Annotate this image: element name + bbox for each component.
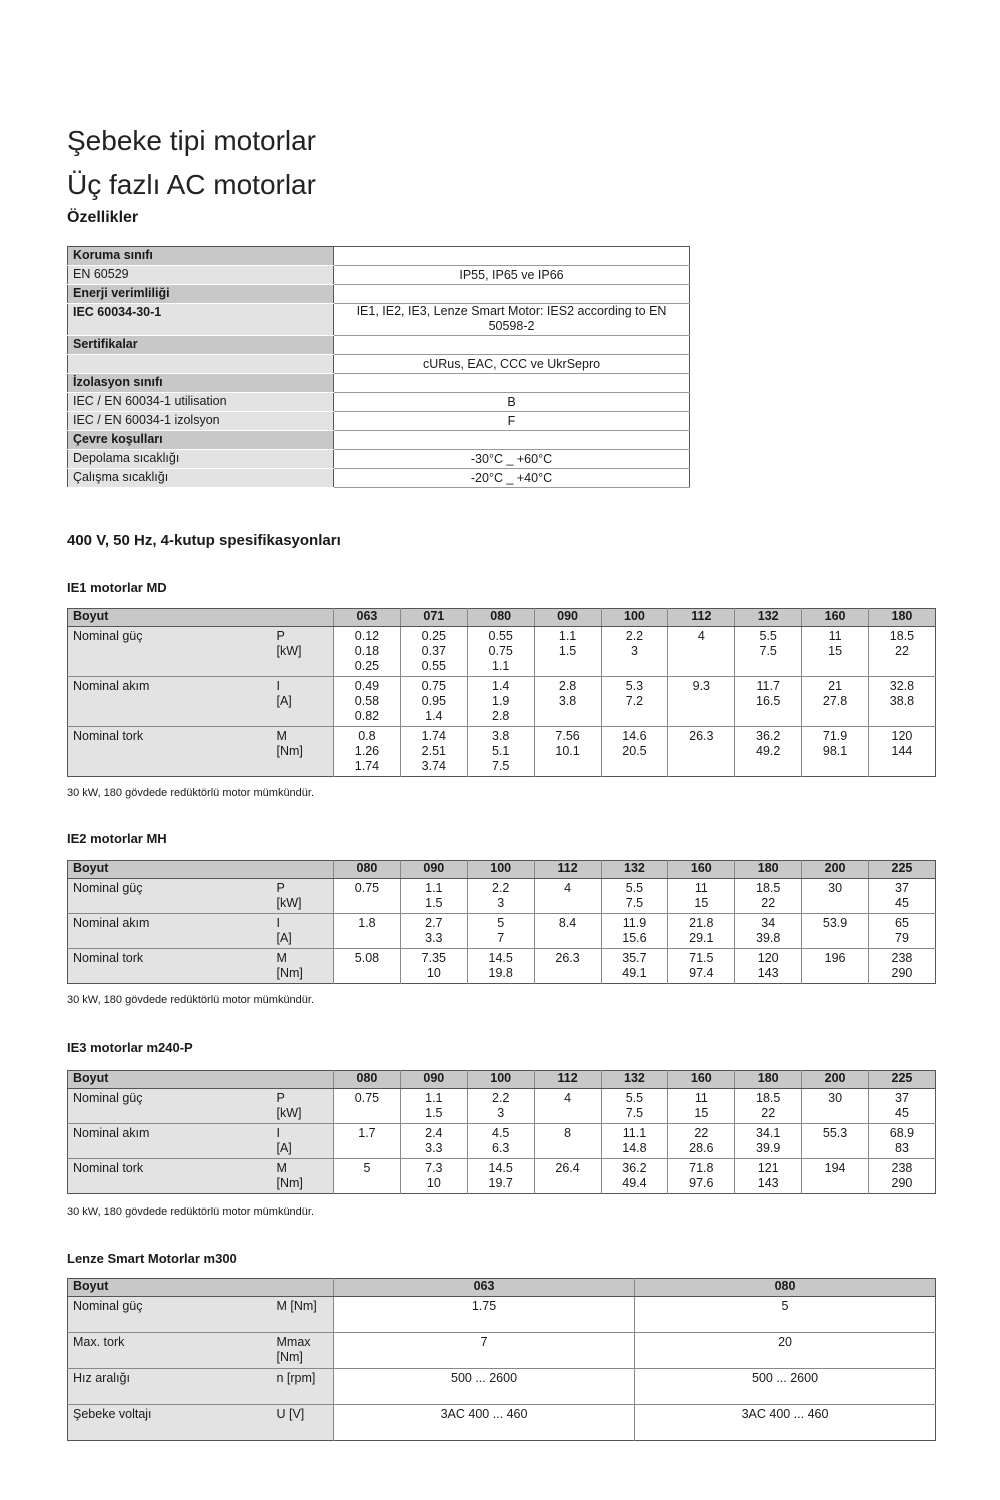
value-cell: 5 [635,1297,936,1333]
row-label: Nominal tork [68,949,272,984]
value-cell: 14.6 20.5 [601,727,668,777]
value-cell: 5.3 7.2 [601,677,668,727]
row-unit: I [A] [272,677,334,727]
table-row [68,1405,936,1441]
property-value [334,336,690,355]
value-cell: 7 [334,1333,635,1369]
value-cell: 194 [802,1159,869,1194]
value-cell: 11 15 [668,879,735,914]
property-label: EN 60529 [68,266,334,285]
properties-row [68,355,690,374]
table-row [68,914,936,949]
value-cell: 0.49 0.58 0.82 [334,677,401,727]
properties-row [68,304,690,336]
row-label: Max. tork [68,1333,272,1369]
ie1-title: IE1 motorlar MD [67,580,167,595]
ie3-title: IE3 motorlar m240-P [67,1040,193,1055]
value-cell: 2.2 3 [601,627,668,677]
value-cell: 0.75 [334,879,401,914]
header-row [68,1279,936,1297]
ie2-title: IE2 motorlar MH [67,831,167,846]
size-header: 160 [668,861,735,879]
ie2-note: 30 kW, 180 gövdede redüktörlü motor mümkündür. [67,994,315,1006]
table-row [68,1089,936,1124]
properties-row [68,266,690,285]
row-label: Nominal güç [68,879,272,914]
value-cell: 3AC 400 ... 460 [635,1405,936,1441]
value-cell: 120 143 [735,949,802,984]
value-cell: 5.5 7.5 [735,627,802,677]
value-cell: 53.9 [802,914,869,949]
size-header: 063 [334,1279,635,1297]
value-cell: 2.4 3.3 [400,1124,467,1159]
spec-heading: 400 V, 50 Hz, 4-kutup spesifikasyonları [67,532,341,549]
value-cell: 21.8 29.1 [668,914,735,949]
header-label: Boyut [68,1279,334,1297]
properties-row [68,412,690,431]
value-cell: 2.7 3.3 [400,914,467,949]
value-cell: 7.3 10 [400,1159,467,1194]
property-value: -30°C _ +60°C [334,450,690,469]
size-header: 112 [668,609,735,627]
property-label: Enerji verimliliği [68,285,334,304]
value-cell: 26.4 [534,1159,601,1194]
row-unit: n [rpm] [272,1369,334,1405]
property-label: İzolasyon sınıfı [68,374,334,393]
value-cell: 11.1 14.8 [601,1124,668,1159]
value-cell: 11.7 16.5 [735,677,802,727]
ie1-note: 30 kW, 180 gövdede redüktörlü motor mümkündür. [67,787,315,799]
value-cell: 1.4 1.9 2.8 [467,677,534,727]
table-header [68,1279,936,1297]
value-cell: 120 144 [869,727,936,777]
row-unit: M [Nm] [272,1297,334,1333]
property-label: IEC / EN 60034-1 izolsyon [68,412,334,431]
row-unit: Mmax [Nm] [272,1333,334,1369]
header-row [68,861,936,879]
size-header: 112 [534,1071,601,1089]
value-cell: 5 7 [467,914,534,949]
size-header: 160 [668,1071,735,1089]
table-row [68,1159,936,1194]
header-label: Boyut [68,861,334,879]
table-row [68,677,936,727]
value-cell: 7.35 10 [400,949,467,984]
value-cell: 14.5 19.8 [467,949,534,984]
size-header: 080 [635,1279,936,1297]
value-cell: 0.75 [334,1089,401,1124]
row-label: Nominal akım [68,677,272,727]
table-row [68,1369,936,1405]
value-cell: 65 79 [869,914,936,949]
value-cell: 0.8 1.26 1.74 [334,727,401,777]
value-cell: 5.08 [334,949,401,984]
value-cell: 238 290 [869,1159,936,1194]
value-cell: 14.5 19.7 [467,1159,534,1194]
table-row [68,1124,936,1159]
value-cell: 3AC 400 ... 460 [334,1405,635,1441]
properties-table [67,246,690,488]
size-header: 132 [601,1071,668,1089]
ie1-table [67,608,936,777]
size-header: 090 [534,609,601,627]
properties-row [68,374,690,393]
value-cell: 3.8 5.1 7.5 [467,727,534,777]
smart-title: Lenze Smart Motorlar m300 [67,1251,237,1266]
value-cell: 37 45 [869,879,936,914]
row-label: Hız aralığı [68,1369,272,1405]
value-cell: 121 143 [735,1159,802,1194]
table-header [68,861,936,879]
section-title-properties: Özellikler [67,209,139,226]
table-row [68,879,936,914]
row-unit: I [A] [272,1124,334,1159]
property-label: Depolama sıcaklığı [68,450,334,469]
size-header: 090 [400,1071,467,1089]
value-cell: 11 15 [802,627,869,677]
value-cell: 30 [802,879,869,914]
size-header: 080 [467,609,534,627]
value-cell: 4 [534,1089,601,1124]
value-cell: 0.12 0.18 0.25 [334,627,401,677]
value-cell: 238 290 [869,949,936,984]
value-cell: 20 [635,1333,936,1369]
size-header: 112 [534,861,601,879]
table-header [68,1071,936,1089]
value-cell: 22 28.6 [668,1124,735,1159]
row-unit: U [V] [272,1405,334,1441]
value-cell: 8.4 [534,914,601,949]
size-header: 071 [400,609,467,627]
properties-row [68,450,690,469]
value-cell: 0.25 0.37 0.55 [400,627,467,677]
value-cell: 18.5 22 [735,879,802,914]
size-header: 225 [869,1071,936,1089]
value-cell: 1.75 [334,1297,635,1333]
table-row [68,1297,936,1333]
value-cell: 11 15 [668,1089,735,1124]
properties-row [68,431,690,450]
property-label: Sertifikalar [68,336,334,355]
row-unit: P [kW] [272,879,334,914]
size-header: 080 [334,1071,401,1089]
value-cell: 1.74 2.51 3.74 [400,727,467,777]
property-label: Koruma sınıfı [68,247,334,266]
size-header: 100 [467,861,534,879]
size-header: 160 [802,609,869,627]
property-value: cURus, EAC, CCC ve UkrSepro [334,355,690,374]
value-cell: 8 [534,1124,601,1159]
value-cell: 34 39.8 [735,914,802,949]
value-cell: 71.9 98.1 [802,727,869,777]
value-cell: 196 [802,949,869,984]
value-cell: 21 27.8 [802,677,869,727]
value-cell: 32.8 38.8 [869,677,936,727]
value-cell: 35.7 49.1 [601,949,668,984]
properties-row [68,469,690,488]
property-value [334,285,690,304]
value-cell: 36.2 49.4 [601,1159,668,1194]
value-cell: 11.9 15.6 [601,914,668,949]
value-cell: 18.5 22 [735,1089,802,1124]
size-header: 100 [467,1071,534,1089]
size-header: 200 [802,861,869,879]
property-label [68,355,334,374]
value-cell: 1.1 1.5 [400,1089,467,1124]
value-cell: 5 [334,1159,401,1194]
value-cell: 1.8 [334,914,401,949]
header-label: Boyut [68,1071,334,1089]
row-label: Nominal akım [68,914,272,949]
row-label: Nominal güç [68,1089,272,1124]
page-title-line2: Üç fazlı AC motorlar [67,169,316,200]
table-row [68,949,936,984]
row-label: Nominal güç [68,627,272,677]
value-cell: 68.9 83 [869,1124,936,1159]
value-cell: 71.5 97.4 [668,949,735,984]
row-label: Nominal güç [68,1297,272,1333]
ie3-note: 30 kW, 180 gövdede redüktörlü motor mümkündür. [67,1206,315,1218]
value-cell: 5.5 7.5 [601,1089,668,1124]
value-cell: 26.3 [534,949,601,984]
row-unit: P [kW] [272,1089,334,1124]
row-unit: M [Nm] [272,727,334,777]
row-unit: P [kW] [272,627,334,677]
property-value: B [334,393,690,412]
property-value: F [334,412,690,431]
value-cell: 30 [802,1089,869,1124]
value-cell: 1.1 1.5 [400,879,467,914]
value-cell: 4 [534,879,601,914]
size-header: 090 [400,861,467,879]
table-header [68,609,936,627]
table-row [68,1333,936,1369]
property-value [334,374,690,393]
value-cell: 0.75 0.95 1.4 [400,677,467,727]
properties-row [68,247,690,266]
value-cell: 26.3 [668,727,735,777]
properties-row [68,336,690,355]
property-label: IEC / EN 60034-1 utilisation [68,393,334,412]
value-cell: 34.1 39.9 [735,1124,802,1159]
size-header: 180 [735,861,802,879]
size-header: 200 [802,1071,869,1089]
value-cell: 0.55 0.75 1.1 [467,627,534,677]
property-value: IE1, IE2, IE3, Lenze Smart Motor: IES2 according to EN 50598-2 [334,304,690,336]
value-cell: 500 ... 2600 [635,1369,936,1405]
properties-row [68,393,690,412]
row-label: Nominal akım [68,1124,272,1159]
ie2-table [67,860,936,984]
size-header: 100 [601,609,668,627]
property-label: Çevre koşulları [68,431,334,450]
size-header: 180 [869,609,936,627]
value-cell: 71.8 97.6 [668,1159,735,1194]
size-header: 225 [869,861,936,879]
property-value [334,247,690,266]
value-cell: 36.2 49.2 [735,727,802,777]
header-label: Boyut [68,609,334,627]
value-cell: 4 [668,627,735,677]
value-cell: 55.3 [802,1124,869,1159]
value-cell: 7.56 10.1 [534,727,601,777]
row-label: Nominal tork [68,1159,272,1194]
size-header: 132 [735,609,802,627]
smart-table [67,1278,936,1441]
value-cell: 5.5 7.5 [601,879,668,914]
value-cell: 1.1 1.5 [534,627,601,677]
size-header: 132 [601,861,668,879]
property-value: -20°C _ +40°C [334,469,690,488]
property-value: IP55, IP65 ve IP66 [334,266,690,285]
size-header: 180 [735,1071,802,1089]
table-row [68,727,936,777]
value-cell: 4.5 6.3 [467,1124,534,1159]
size-header: 080 [334,861,401,879]
value-cell: 2.8 3.8 [534,677,601,727]
header-row [68,609,936,627]
table-row [68,627,936,677]
header-row [68,1071,936,1089]
property-value [334,431,690,450]
value-cell: 500 ... 2600 [334,1369,635,1405]
row-unit: M [Nm] [272,949,334,984]
page-title-line1: Şebeke tipi motorlar [67,125,317,156]
row-unit: M [Nm] [272,1159,334,1194]
value-cell: 1.7 [334,1124,401,1159]
value-cell: 2.2 3 [467,1089,534,1124]
ie3-table [67,1070,936,1194]
value-cell: 37 45 [869,1089,936,1124]
size-header: 063 [334,609,401,627]
properties-row [68,285,690,304]
row-label: Nominal tork [68,727,272,777]
value-cell: 2.2 3 [467,879,534,914]
row-unit: I [A] [272,914,334,949]
value-cell: 18.5 22 [869,627,936,677]
value-cell: 9.3 [668,677,735,727]
property-label: Çalışma sıcaklığı [68,469,334,488]
row-label: Şebeke voltajı [68,1405,272,1441]
property-label: IEC 60034-30-1 [68,304,334,336]
